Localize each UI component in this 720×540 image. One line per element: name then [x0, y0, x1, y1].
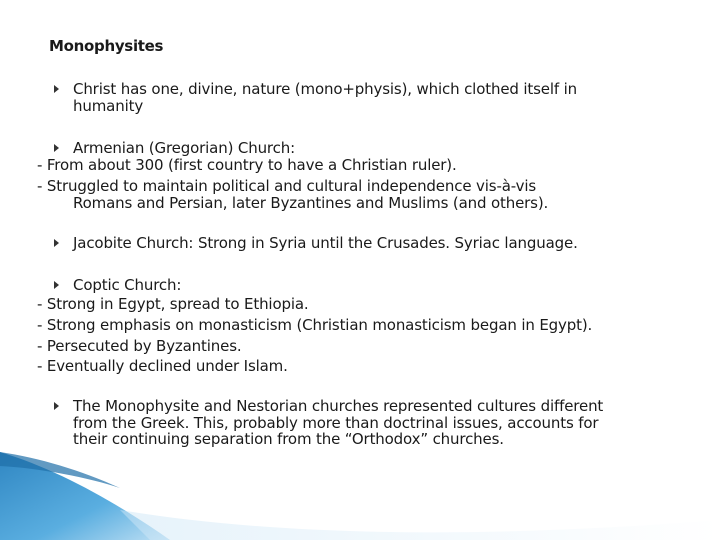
coptic-sub-2: - Strong emphasis on monasticism (Christian monasticism began in Egypt).: [37, 316, 593, 334]
coptic-sub-4: - Eventually declined under Islam.: [37, 357, 288, 375]
bullet-1-line-2: humanity: [73, 97, 144, 115]
bullet-5-line-2: from the Greek. This, probably more than doctrinal issues, accounts for: [73, 414, 599, 432]
bullet-3-line-1: Jacobite Church: Strong in Syria until the Crusades. Syriac language.: [73, 234, 578, 252]
bullet-2-line-1: Armenian (Gregorian) Church:: [73, 139, 295, 157]
armenian-sub-1: - From about 300 (first country to have a Christian ruler).: [37, 156, 457, 174]
armenian-sub-2: - Struggled to maintain political and cultural independence vis-à-vis: [37, 177, 537, 195]
bullet-arrow-icon: [54, 281, 59, 289]
bullet-4-line-1: Coptic Church:: [73, 276, 182, 294]
bullet-arrow-icon: [54, 85, 59, 93]
bullet-arrow-icon: [54, 402, 59, 410]
coptic-sub-1: - Strong in Egypt, spread to Ethiopia.: [37, 295, 309, 313]
coptic-sub-3: - Persecuted by Byzantines.: [37, 337, 242, 355]
bullet-arrow-icon: [54, 239, 59, 247]
slide-title: Monophysites: [49, 37, 164, 55]
bullet-5-line-3: their continuing separation from the “Orthodox” churches.: [73, 430, 504, 448]
bullet-arrow-icon: [54, 144, 59, 152]
armenian-sub-2-cont: Romans and Persian, later Byzantines and Muslims (and others).: [73, 194, 549, 212]
bullet-5-line-1: The Monophysite and Nestorian churches represented cultures different: [73, 397, 604, 415]
bullet-1-line-1: Christ has one, divine, nature (mono+physis), which clothed itself in: [73, 80, 578, 98]
decorative-swoosh: [0, 450, 720, 540]
